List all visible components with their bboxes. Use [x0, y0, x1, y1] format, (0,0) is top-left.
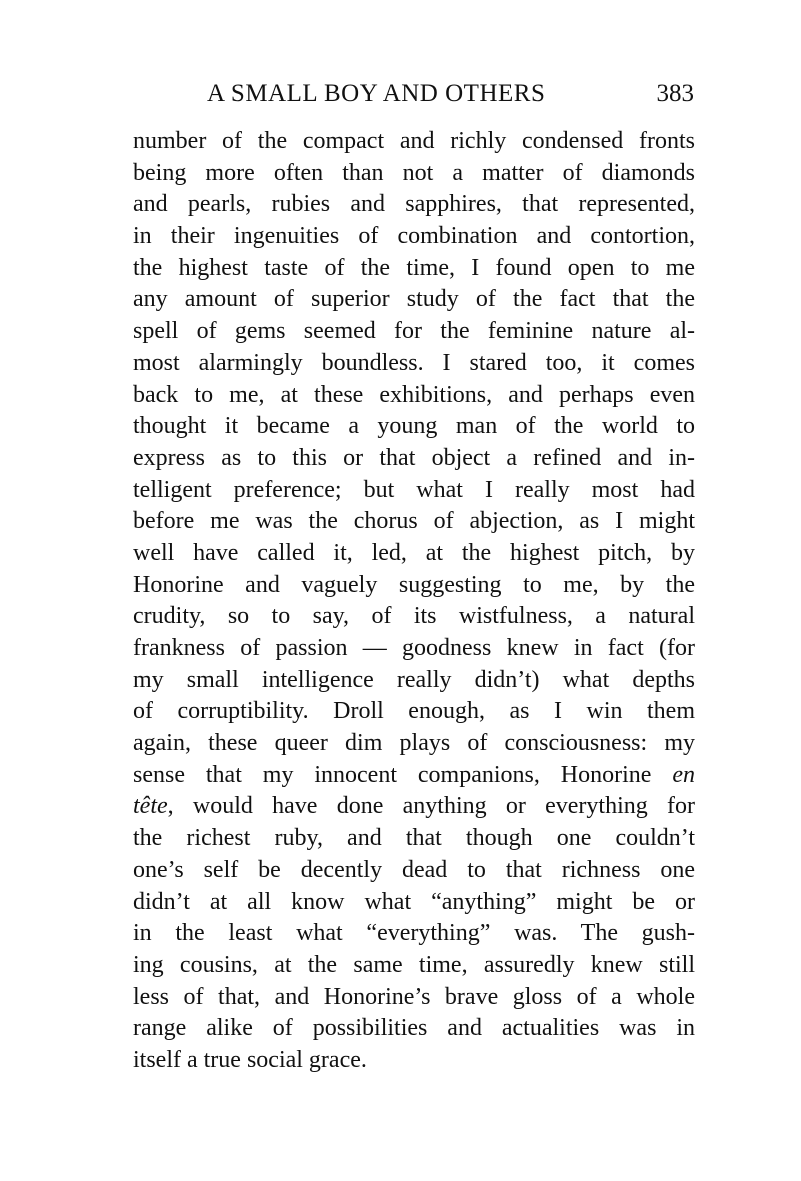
text-line: Honorine and vaguely suggesting to me, by the	[133, 571, 695, 598]
text-line: and pearls, rubies and sapphires, that represented,	[133, 191, 695, 218]
body-text	[133, 126, 695, 1077]
text-line: in their ingenuities of combination and contortion,	[133, 223, 695, 250]
text-line: most alarmingly boundless. I stared too, it comes	[133, 349, 695, 376]
italic-phrase: en	[672, 761, 695, 788]
text-line-with-italic	[133, 791, 695, 823]
running-title: A SMALL BOY AND OTHERS	[207, 80, 546, 107]
text-line: didn’t at all know what “anything” might be or	[133, 888, 695, 915]
text-line: less of that, and Honorine’s brave gloss of a whole	[133, 983, 695, 1010]
text-line: telligent preference; but what I really most had	[133, 476, 695, 503]
text-line: itself a true social grace.	[133, 1046, 367, 1073]
text-line-with-italic	[133, 760, 695, 792]
text-line: crudity, so to say, of its wistfulness, a natural	[133, 603, 695, 630]
running-head	[133, 80, 694, 114]
line-segment: sense that my innocent companions, Honorine	[133, 761, 652, 788]
text-line: number of the compact and richly condensed fronts	[133, 128, 695, 154]
text-line: frankness of passion — goodness knew in fact (for	[133, 635, 695, 661]
text-line: well have called it, led, at the highest pitch, by	[133, 539, 695, 566]
text-line: the richest ruby, and that though one couldn’t	[133, 825, 695, 852]
text-line: of corruptibility. Droll enough, as I win them	[133, 698, 695, 725]
text-line: any amount of superior study of the fact that the	[133, 286, 695, 313]
text-line: thought it became a young man of the world to	[133, 413, 695, 440]
text-line: spell of gems seemed for the feminine nature al-	[133, 318, 695, 345]
text-line: in the least what “everything” was. The gush-	[133, 920, 695, 947]
text-line: range alike of possibilities and actualities was in	[133, 1015, 695, 1042]
italic-phrase: tête	[133, 793, 168, 820]
text-line: again, these queer dim plays of consciousness: my	[133, 730, 695, 757]
text-line: my small intelligence really didn’t) what depths	[133, 666, 695, 693]
text-line: ing cousins, at the same time, assuredly knew still	[133, 951, 695, 978]
page-number: 383	[656, 80, 694, 107]
text-line: express as to this or that object a refined and in-	[133, 444, 695, 471]
text-line: being more often than not a matter of diamonds	[133, 159, 695, 186]
line-segment: , would have done anything or everything for	[167, 793, 695, 820]
text-line: the highest taste of the time, I found open to me	[133, 254, 695, 281]
text-line: one’s self be decently dead to that richness one	[133, 856, 695, 883]
text-line: back to me, at these exhibitions, and perhaps even	[133, 381, 695, 408]
text-line: before me was the chorus of abjection, as I might	[133, 508, 695, 535]
